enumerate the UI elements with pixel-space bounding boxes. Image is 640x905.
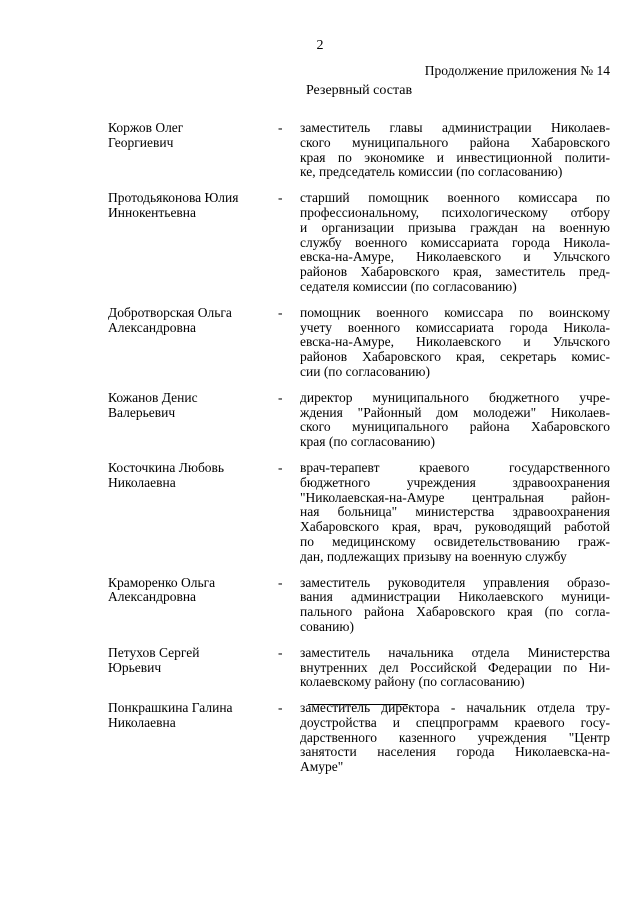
member-name: Петухов Сергей Юрьевич <box>108 644 200 675</box>
member-role: помощник военного комиссара по воинскому учету военного комиссариата города Никола- евска-на-Амуре, Николаевского и Ульчского районов Хабаровского края, секретарь комис- сии (по согласованию) <box>300 304 610 379</box>
dash: - <box>278 700 283 716</box>
member-role: врач-терапевт краевого государственного бюджетного учреждения здравоохранения "Николаевская-на-Амуре центральная район- ная больница" министерства здравоохранения Хабаровского края, врач, руководящий работой по медицинскому освидетельствованию граж- дан, подлежащих призыву на военную службу <box>300 459 610 564</box>
member-entry <box>108 701 610 775</box>
member-role: заместитель директора - начальник отдела тру- доустройства и спецпрограмм краевого госу- дарственного казенного учреждения "Центр занятости населения города Николаевска-на- Амуре" <box>300 700 610 775</box>
section-title: Резервный состав <box>305 83 413 98</box>
dash: - <box>278 190 283 206</box>
member-list <box>108 121 610 775</box>
end-divider-line <box>308 704 408 705</box>
member-entry <box>108 461 610 565</box>
page-number: 2 <box>316 38 324 53</box>
member-name: Добротворская Ольга Александровна <box>108 304 232 335</box>
member-name: Кожанов Денис Валерьевич <box>108 389 198 420</box>
member-role: заместитель начальника отдела Министерства внутренних дел Российской Федерации по Ни- колаевскому району (по согласованию) <box>300 644 610 690</box>
dash: - <box>278 120 283 135</box>
member-role: старший помощник военного комиссара по профессиональному, психологическому отбору и организации призыва граждан на военную службу военного комиссариата города Никола- евска-на-Амуре, Николаевского и Ульчского районов Хабаровского края, заместитель пред- седателя комиссии (по согласованию) <box>300 190 610 294</box>
member-entry <box>108 121 610 180</box>
continuation-note: Продолжение приложения № 14 <box>424 63 610 78</box>
member-entry <box>108 191 610 295</box>
member-name: Косточкина Любовь Николаевна <box>108 459 225 490</box>
member-entry <box>108 391 610 450</box>
member-entry <box>108 646 610 690</box>
member-name: Коржов Олег Георгиевич <box>108 120 184 150</box>
dash: - <box>278 459 283 475</box>
dash: - <box>278 574 283 590</box>
member-name: Краморенко Ольга Александровна <box>108 574 216 605</box>
member-entry <box>108 576 610 635</box>
dash: - <box>278 389 283 405</box>
dash: - <box>278 644 283 660</box>
member-entry <box>108 306 610 380</box>
member-name: Протодьяконова Юлия Иннокентьевна <box>108 190 239 220</box>
member-name: Понкрашкина Галина Николаевна <box>108 700 233 730</box>
member-role: заместитель руководителя управления образо- вания администрации Николаевского муници- пального района Хабаровского края (по согла- сованию) <box>300 574 610 634</box>
dash: - <box>278 304 283 320</box>
member-role: заместитель главы администрации Николаев- ского муниципального района Хабаровского края по экономике и инвестиционной полити- ке, председатель комиссии (по согласованию) <box>300 120 610 180</box>
member-role: директор муниципального бюджетного учре- ждения "Районный дом молодежи" Николаев- ского муниципального района Хабаровского края (по согласованию) <box>300 389 610 450</box>
